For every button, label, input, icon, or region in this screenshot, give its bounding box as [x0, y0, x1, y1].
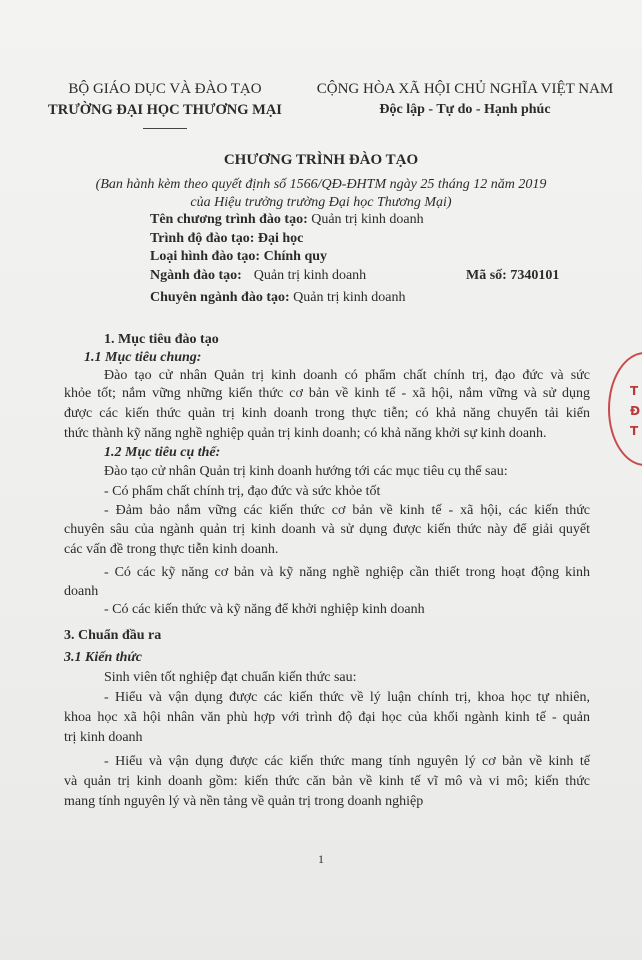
specialization-label: Chuyên ngành đào tạo: — [150, 290, 290, 305]
paragraph-line: doanh — [64, 584, 99, 599]
bullet-item: - Có phẩm chất chính trị, đạo đức và sức khỏe tốt — [104, 484, 381, 499]
ministry-name: BỘ GIÁO DỤC VÀ ĐÀO TẠO — [68, 81, 262, 97]
decree-line-2: của Hiệu trưởng trường Đại học Thương Mại) — [190, 195, 452, 210]
stamp-letter: T — [630, 424, 639, 438]
stamp-letter: T — [630, 384, 639, 398]
ministry-header — [40, 78, 290, 129]
bullet-item: - Có các kiến thức và kỹ năng để khởi nghiệp kinh doanh — [104, 602, 425, 617]
paragraph-line: và quản trị kinh doanh gồm: kiến thức căn bản về kinh tế vĩ mô và vi mô; kiến thức — [64, 774, 590, 789]
document-title: CHƯƠNG TRÌNH ĐÀO TẠO — [223, 152, 419, 168]
page-number: 1 — [318, 852, 324, 866]
paragraph-line: Đào tạo cử nhân Quản trị kinh doanh hướng tới các mục tiêu cụ thể sau: — [104, 464, 508, 479]
paragraph-line: các vấn đề trong thực tiễn kinh doanh. — [64, 542, 279, 557]
subsection-heading: 1.1 Mục tiêu chung: — [84, 350, 202, 365]
paragraph-line: thức thành kỹ năng nghề nghiệp quản trị kinh doanh; có khả năng khởi sự kinh doanh. — [64, 426, 547, 441]
section-heading: 3. Chuẩn đầu ra — [64, 628, 162, 643]
bullet-item: - Hiểu và vận dụng được các kiến thức về lý luận chính trị, khoa học tự nhiên, — [104, 690, 590, 705]
paragraph-line: chuyên sâu của ngành quản trị kinh doanh và sử dụng được kiến thức này để giải quyết — [64, 522, 590, 537]
decree-line-1: (Ban hành kèm theo quyết định số 1566/QĐ-ĐHTM ngày 25 tháng 12 năm 2019 — [95, 177, 547, 192]
type-row — [150, 249, 327, 265]
paragraph-line: trị kinh doanh — [64, 730, 143, 745]
stamp-letter: Đ — [630, 404, 641, 418]
university-name: TRƯỜNG ĐẠI HỌC THƯƠNG MẠI — [48, 102, 282, 118]
bullet-item: - Đảm bảo nắm vững các kiến thức cơ bản về kinh tế - xã hội, các kiến thức — [104, 503, 590, 518]
level-label: Trình độ đào tạo: Đại học — [150, 231, 304, 246]
paragraph-line: khỏe tốt; nắm vững những kiến thức cơ bản về kinh tế - xã hội, nắm vững và sử dụng — [64, 386, 590, 401]
national-motto: Độc lập - Tự do - Hạnh phúc — [379, 102, 551, 117]
type-label: Loại hình đào tạo: Chính quy — [150, 249, 328, 264]
paragraph-line: được các kiến thức quản trị kinh doanh trong thực tiễn; có khả năng chuyển tải kiến — [64, 406, 590, 421]
subsection-heading: 3.1 Kiến thức — [64, 650, 143, 665]
national-header — [300, 78, 630, 120]
paragraph-line: mang tính nguyên lý và nền tảng về quản trị trong doanh nghiệp — [64, 794, 424, 809]
header-divider — [143, 128, 187, 129]
major-value: Quản trị kinh doanh — [253, 268, 367, 283]
official-seal-stamp — [608, 352, 642, 466]
subsection-heading: 1.2 Mục tiêu cụ thể: — [104, 445, 221, 460]
major-code: Mã số: 7340101 — [466, 268, 560, 283]
major-row — [150, 268, 366, 284]
bullet-item: - Có các kỹ năng cơ bản và kỹ năng nghề nghiệp cần thiết trong hoạt động kinh — [104, 565, 590, 580]
specialization-value: Quản trị kinh doanh — [289, 290, 406, 305]
paragraph-line: Đào tạo cử nhân Quản trị kinh doanh có phẩm chất chính trị, đạo đức và sức — [104, 368, 590, 383]
specialization-row — [150, 290, 406, 306]
country-name: CỘNG HÒA XÃ HỘI CHỦ NGHĨA VIỆT NAM — [316, 81, 614, 97]
level-row — [150, 231, 303, 247]
paragraph-line: Sinh viên tốt nghiệp đạt chuẩn kiến thức sau: — [104, 670, 357, 685]
section-heading: 1. Mục tiêu đào tạo — [104, 332, 219, 347]
program-label: Tên chương trình đào tạo: — [150, 212, 308, 227]
program-name-row — [150, 212, 424, 228]
paragraph-line: khoa học xã hội nhân văn phù hợp với trình độ đại học của khối ngành kinh tế - quản — [64, 710, 590, 725]
major-label: Ngành đào tạo: — [150, 268, 242, 283]
program-value: Quản trị kinh doanh — [307, 212, 424, 227]
bullet-item: - Hiểu và vận dụng được các kiến thức mang tính nguyên lý cơ bản về kinh tế — [104, 754, 590, 769]
